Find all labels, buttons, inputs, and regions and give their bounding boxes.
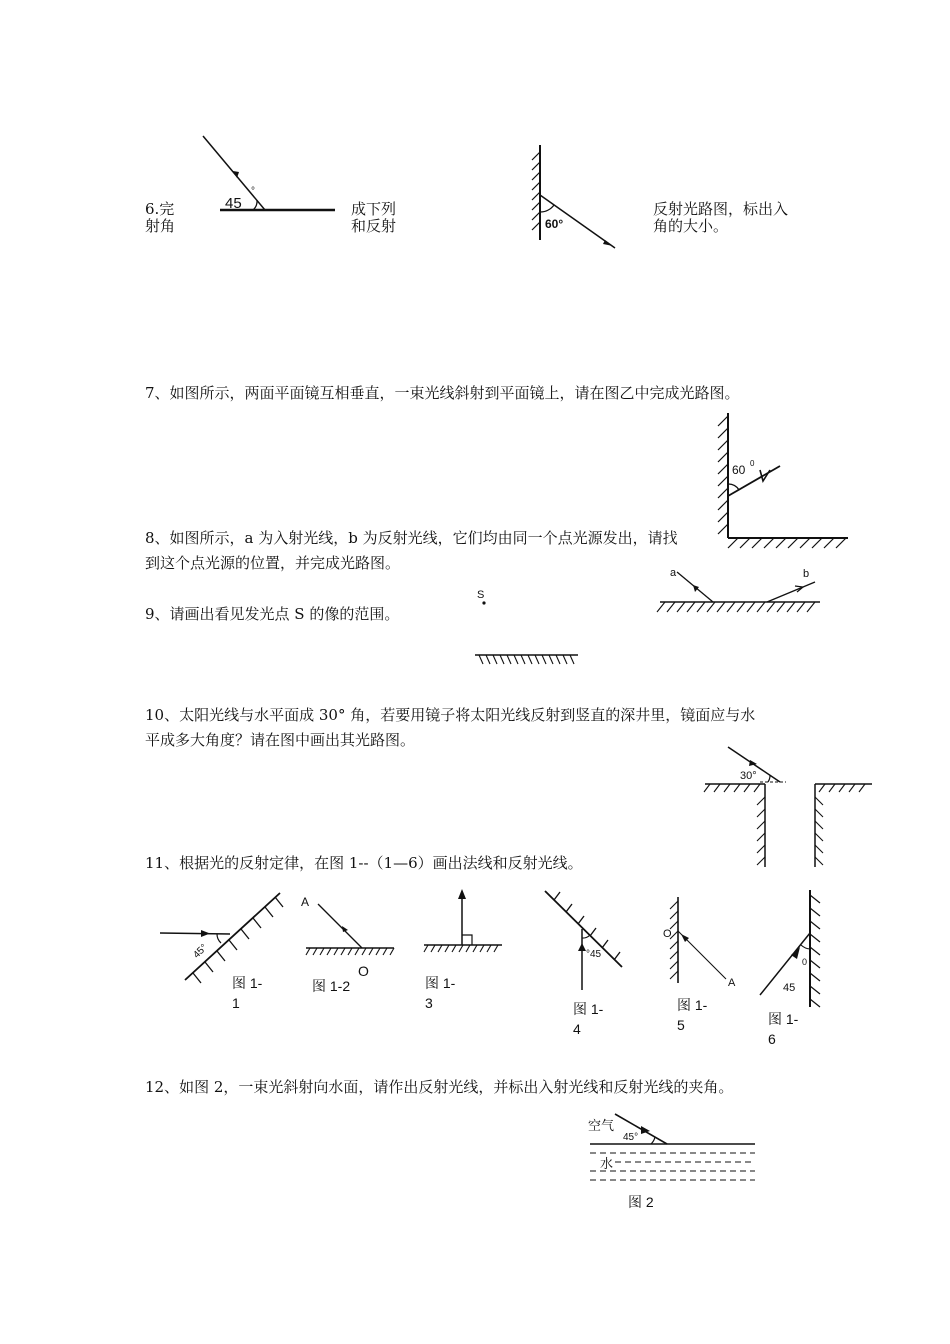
q7-text: 7、如图所示，两面平面镜互相垂直，一束光线斜射到平面镜上，请在图乙中完成光路图。 xyxy=(145,384,740,402)
q12-caption: 图 2 xyxy=(628,1194,654,1210)
q12-label-water: 水 xyxy=(600,1156,614,1171)
q11-fig6-angle: 45 xyxy=(783,982,796,994)
q11-fig5-caption-2: 5 xyxy=(677,1017,685,1033)
q6-fig2-angle: 60° xyxy=(545,217,564,231)
q6-text-e: 反射光路图，标出入 xyxy=(653,200,789,218)
q10-angle: 30° xyxy=(740,770,757,782)
q6-figure-1 xyxy=(195,130,340,220)
q9-text: 9、请画出看见发光点 S 的像的范围。 xyxy=(145,605,400,623)
q11-fig1-caption-2: 1 xyxy=(232,995,240,1011)
q11-figure-1-1 xyxy=(155,885,290,990)
q7-angle-sup: 0 xyxy=(750,459,755,468)
q11-fig2-label-o: O xyxy=(358,963,369,979)
q11-figure-1-3 xyxy=(420,885,505,960)
q6-text-b: 射角 xyxy=(145,217,176,235)
q6-text-f: 角的大小。 xyxy=(653,217,729,235)
q10-line2: 平成多大角度？请在图中画出其光路图。 xyxy=(145,731,416,749)
q11-fig1-caption: 图 1- xyxy=(232,975,263,991)
q12-figure xyxy=(585,1110,760,1190)
q11-fig6-caption: 图 1- xyxy=(768,1011,799,1027)
q11-fig6-caption-2: 6 xyxy=(768,1031,776,1047)
q6-text-c: 成下列 xyxy=(351,200,397,218)
q11-fig2-caption: 图 1-2 xyxy=(312,978,351,994)
q8-line1: 8、如图所示，a 为入射光线，b 为反射光线，它们均由同一个点光源发出，请找 xyxy=(145,529,678,547)
q6-fig1-degree: ° xyxy=(251,186,255,197)
q12-text: 12、如图 2，一束光斜射向水面，请作出反射光线，并标出入射光线和反射光线的夹角。 xyxy=(145,1078,734,1096)
q6-fig1-angle: 45 xyxy=(225,195,242,212)
q11-fig5-label-a: A xyxy=(728,977,736,989)
q11-fig3-caption-2: 3 xyxy=(425,995,433,1011)
q9-point-s xyxy=(482,601,485,604)
q11-figure-1-2 xyxy=(298,890,398,960)
q11-fig4-caption-2: 4 xyxy=(573,1021,581,1037)
q6-text-d: 和反射 xyxy=(351,217,397,235)
q12-label-air: 空气 xyxy=(588,1118,615,1133)
q8-line2: 到这个点光源的位置，并完成光路图。 xyxy=(145,554,401,572)
q11-text: 11、根据光的反射定律，在图 1--（1—6）画出法线和反射光线。 xyxy=(145,854,583,872)
q10-line1: 10、太阳光线与水平面成 30° 角，若要用镜子将太阳光线反射到竖直的深井里，镜面应与水 xyxy=(145,706,756,724)
q7-angle: 60 xyxy=(732,463,746,477)
q11-fig4-caption: 图 1- xyxy=(573,1001,604,1017)
q9-figure xyxy=(470,585,585,670)
q12-angle: 45° xyxy=(623,1132,639,1143)
q11-figure-1-6 xyxy=(755,885,830,1010)
q6-text-a: 6.完 xyxy=(145,200,175,218)
q6-figure-2 xyxy=(455,140,635,255)
q11-fig1-angle: 45° xyxy=(191,942,210,961)
q11-figure-1-4 xyxy=(540,885,630,995)
q11-fig2-label-a: A xyxy=(301,895,310,909)
q8-figure xyxy=(655,562,825,617)
q8-label-b: b xyxy=(803,568,810,580)
q11-fig5-label-o: O xyxy=(663,928,672,940)
q11-fig3-caption: 图 1- xyxy=(425,975,456,991)
q7-figure xyxy=(708,408,853,553)
q9-label-s: S xyxy=(477,589,485,601)
q11-fig5-caption: 图 1- xyxy=(677,997,708,1013)
q8-label-a: a xyxy=(670,567,677,579)
q11-figure-1-5 xyxy=(660,895,745,990)
q10-figure xyxy=(700,742,878,872)
q11-fig6-angle-mark: 0 xyxy=(802,957,808,967)
q11-fig4-angle: °45 xyxy=(586,949,602,960)
